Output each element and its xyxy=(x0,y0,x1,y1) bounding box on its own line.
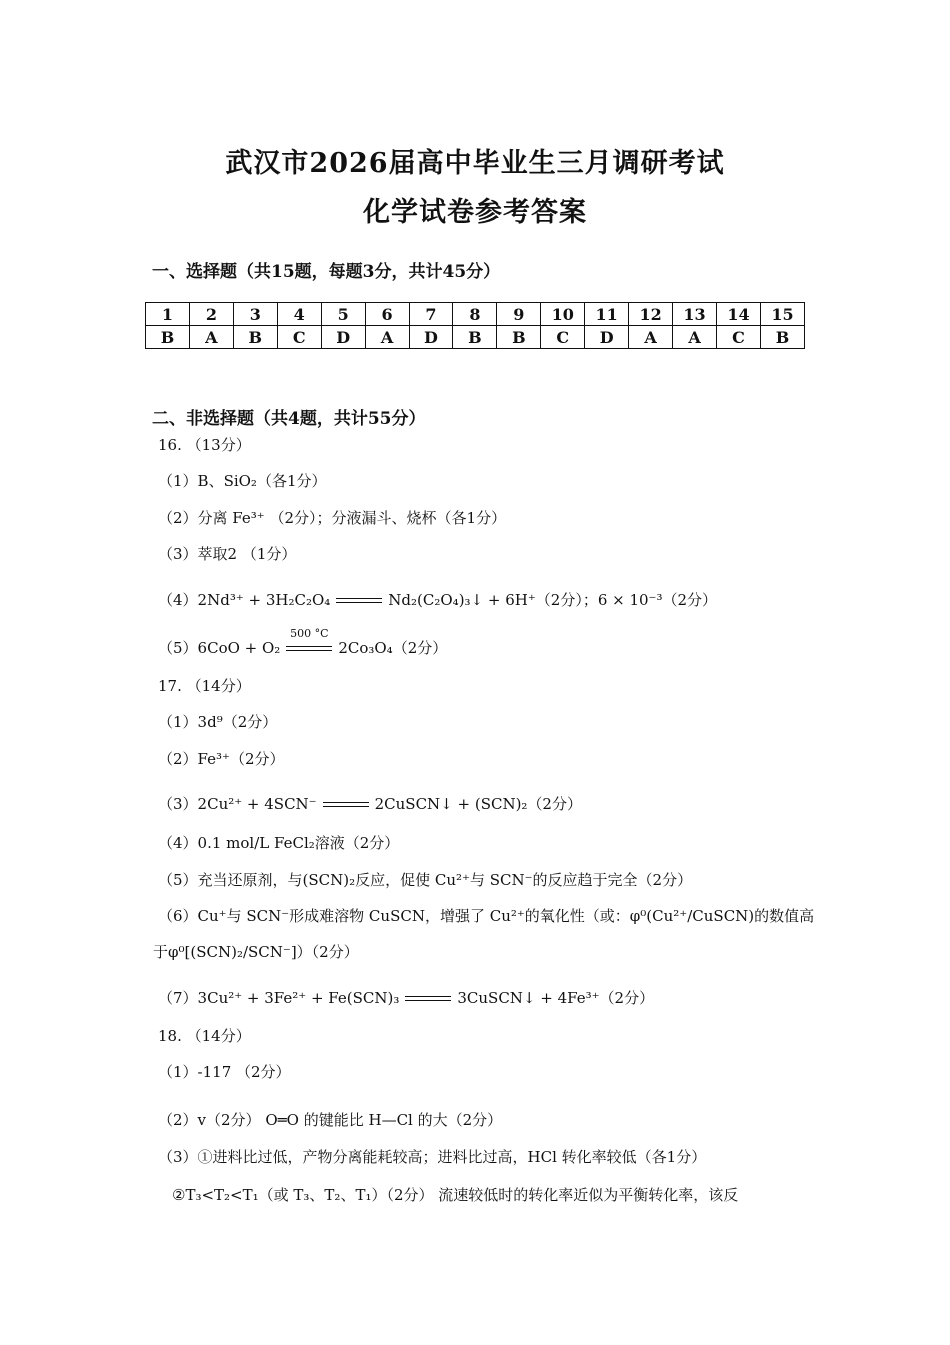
q18-answer-1: （1）-117 （2分） xyxy=(158,1063,291,1081)
equals-sign xyxy=(323,800,369,810)
q16-answer-5-products: 2Co₃O₄（2分） xyxy=(338,639,448,657)
equals-sign xyxy=(336,596,382,606)
answer-table-number-cell: 7 xyxy=(409,303,453,326)
answer-table-answer-cell: D xyxy=(321,326,365,349)
q18-heading: 18. （14分） xyxy=(158,1027,251,1045)
section-heading-nonchoice: 二、非选择题（共4题，共计55分） xyxy=(152,409,426,429)
answer-table-answer-cell: C xyxy=(277,326,321,349)
section-heading-choice: 一、选择题（共15题，每题3分，共计45分） xyxy=(152,262,501,282)
page-title: 武汉市2026届高中毕业生三月调研考试 xyxy=(225,148,725,179)
answer-table-answer-cell: B xyxy=(146,326,190,349)
q17-answer-4: （4）0.1 mol/L FeCl₂溶液（2分） xyxy=(158,834,400,852)
answer-table-number-cell: 1 xyxy=(146,303,190,326)
page-subtitle: 化学试卷参考答案 xyxy=(363,197,587,228)
q18-answer-3-part1: （3）①进料比过低，产物分离能耗较高；进料比过高，HCl 转化率较低（各1分） xyxy=(158,1148,707,1166)
q16-answer-4 xyxy=(158,589,717,610)
q16-answer-5 xyxy=(158,627,448,658)
answer-table xyxy=(145,302,805,349)
q16-answer-5-reactants: （5）6CoO + O₂ xyxy=(158,639,281,657)
q17-answer-3-reactants: （3）2Cu²⁺ + 4SCN⁻ xyxy=(158,795,317,813)
reaction-condition: 500 °C xyxy=(290,627,329,640)
answer-table-answer-cell: B xyxy=(497,326,541,349)
answer-table-answer-cell: A xyxy=(189,326,233,349)
q17-answer-6-continued: 于φ⁰[(SCN)₂/SCN⁻]）（2分） xyxy=(153,943,359,961)
answer-table-answer-cell: C xyxy=(716,326,760,349)
equals-sign xyxy=(405,994,451,1004)
q17-answer-5: （5）充当还原剂，与(SCN)₂反应，促使 Cu²⁺与 SCN⁻的反应趋于完全（2分） xyxy=(158,871,693,889)
answer-table-number-cell: 5 xyxy=(321,303,365,326)
q16-answer-2: （2）分离 Fe³⁺ （2分）；分液漏斗、烧杯（各1分） xyxy=(158,509,507,527)
answer-table-number-cell: 6 xyxy=(365,303,409,326)
answer-table-answer-cell: C xyxy=(541,326,585,349)
q17-answer-7 xyxy=(158,987,654,1008)
q16-answer-4-products: Nd₂(C₂O₄)₃↓ + 6H⁺（2分）；6 × 10⁻³（2分） xyxy=(388,591,718,609)
q16-answer-1: （1）B、SiO₂（各1分） xyxy=(158,472,327,490)
answer-table-answer-cell: B xyxy=(233,326,277,349)
answer-table-number-cell: 8 xyxy=(453,303,497,326)
answer-table-number-cell: 3 xyxy=(233,303,277,326)
answer-table-number-cell: 12 xyxy=(629,303,673,326)
q17-answer-7-reactants: （7）3Cu²⁺ + 3Fe²⁺ + Fe(SCN)₃ xyxy=(158,989,400,1007)
q17-answer-6: （6）Cu⁺与 SCN⁻形成难溶物 CuSCN，增强了 Cu²⁺的氧化性（或：φ⁰(Cu²⁺/CuSCN)的数值高 xyxy=(158,907,815,925)
answer-table-answer-cell: A xyxy=(365,326,409,349)
q17-answer-3 xyxy=(158,793,582,814)
q18-answer-3-part2: ②T₃<T₂<T₁（或 T₃、T₂、T₁）（2分） 流速较低时的转化率近似为平衡转化率，该反 xyxy=(172,1186,739,1204)
answer-table-number-cell: 2 xyxy=(189,303,233,326)
q17-answer-1: （1）3d⁹（2分） xyxy=(158,713,278,731)
answer-table-number-cell: 15 xyxy=(760,303,804,326)
answer-table-number-cell: 9 xyxy=(497,303,541,326)
q17-answer-2: （2）Fe³⁺（2分） xyxy=(158,750,285,768)
answer-table-answer-cell: A xyxy=(673,326,717,349)
answer-table-number-cell: 4 xyxy=(277,303,321,326)
q17-answer-7-products: 3CuSCN↓ + 4Fe³⁺（2分） xyxy=(457,989,655,1007)
q16-heading: 16. （13分） xyxy=(158,436,251,454)
answer-table-answer-cell: D xyxy=(585,326,629,349)
answer-table-answer-cell: B xyxy=(453,326,497,349)
answer-table-answer-cell: B xyxy=(760,326,804,349)
answer-table-number-cell: 11 xyxy=(585,303,629,326)
q17-answer-3-products: 2CuSCN↓ + (SCN)₂（2分） xyxy=(374,795,582,813)
answer-table-answer-cell: A xyxy=(629,326,673,349)
answer-table-number-row xyxy=(146,303,805,326)
q17-heading: 17. （14分） xyxy=(158,677,251,695)
equals-sign xyxy=(286,627,332,654)
q18-answer-2: （2）v（2分） O═O 的键能比 H—Cl 的大（2分） xyxy=(158,1111,503,1129)
answer-table-number-cell: 13 xyxy=(673,303,717,326)
q16-answer-4-reactants: （4）2Nd³⁺ + 3H₂C₂O₄ xyxy=(158,591,331,609)
answer-table-number-cell: 14 xyxy=(716,303,760,326)
q16-answer-3: （3）萃取2 （1分） xyxy=(158,545,297,563)
answer-table-answer-row xyxy=(146,326,805,349)
answer-table-answer-cell: D xyxy=(409,326,453,349)
answer-table-number-cell: 10 xyxy=(541,303,585,326)
